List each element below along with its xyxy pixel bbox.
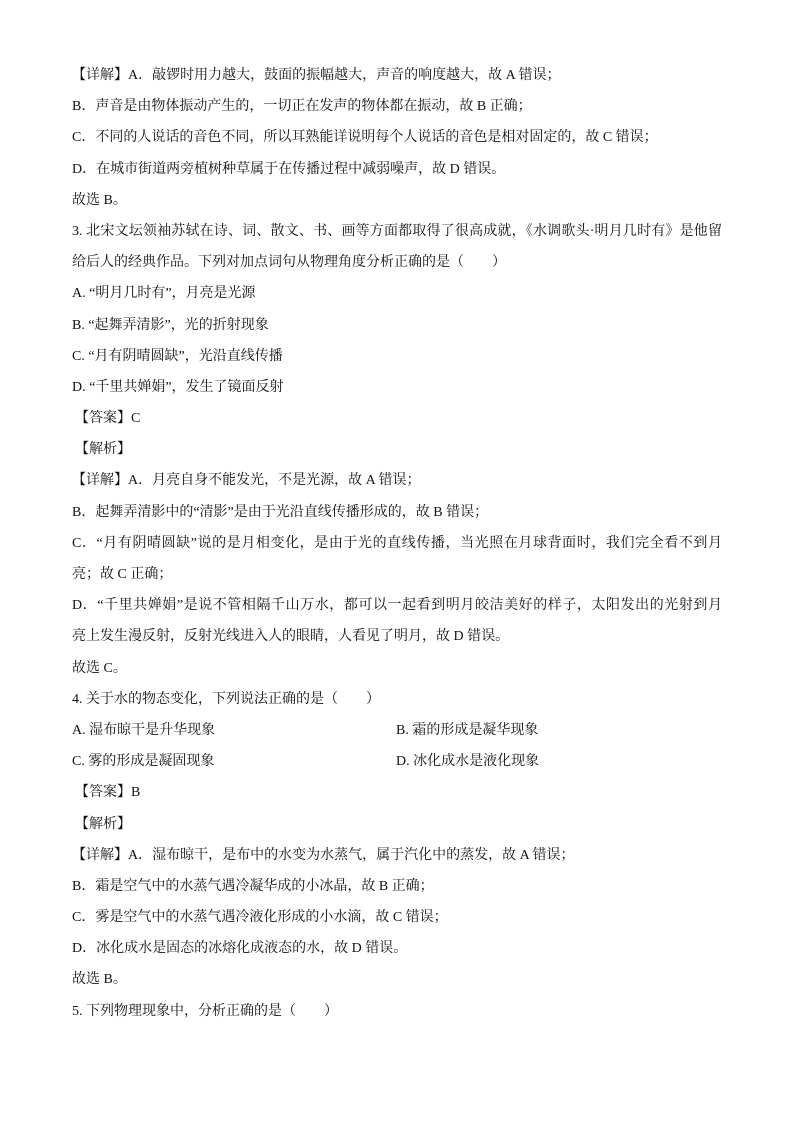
q4-option-c: C. 雾的形成是凝固现象 bbox=[72, 754, 215, 770]
q4-detail-line-d: D．冰化成水是固态的冰熔化成液态的水，故 D 错误。 bbox=[72, 941, 408, 957]
q4-option-a: A. 湿布晾干是升华现象 bbox=[72, 722, 216, 738]
q4-conclusion: 故选 B。 bbox=[72, 972, 127, 988]
q4-detail-text-a: A．湿布晾干，是布中的水变为水蒸气，属于汽化中的蒸发，故 A 错误； bbox=[128, 847, 575, 863]
q3-detail-line-d2: 亮上发生漫反射，反射光线进入人的眼睛，人看见了明月，故 D 错误。 bbox=[72, 629, 510, 645]
q3-answer-value: C bbox=[131, 411, 141, 427]
q3-detail-line-d1: D．“千里共婵娟”是说不管相隔千山万水，都可以一起看到明月皎洁美好的样子，太阳发出的光射到月 bbox=[72, 598, 722, 614]
q3-answer-label: 【答案】 bbox=[75, 411, 131, 427]
q2-detail-line-d: D．在城市街道两旁植树种草属于在传播过程中减弱噪声，故 D 错误。 bbox=[72, 161, 506, 177]
q3-conclusion: 故选 C。 bbox=[72, 660, 127, 676]
q4-option-d: D. 冰化成水是液化现象 bbox=[396, 754, 540, 770]
q4-detail-line-b: B．霜是空气中的水蒸气遇冷凝华成的小冰晶，故 B 正确； bbox=[72, 878, 434, 894]
q2-detail-line-c: C．不同的人说话的音色不同，所以耳熟能详说明每个人说话的音色是相对固定的，故 C 错误； bbox=[72, 130, 658, 146]
q4-answer-value: B bbox=[131, 785, 141, 801]
q3-analysis-label: 【解析】 bbox=[75, 442, 131, 458]
q4-detail-line-c: C．雾是空气中的水蒸气遇冷液化形成的小水滴，故 C 错误； bbox=[72, 910, 448, 926]
q3-detail-label: 【详解】 bbox=[72, 473, 128, 489]
q3-detail-line-c1: C．“月有阴晴圆缺”说的是月相变化，是由于光的直线传播，当光照在月球背面时，我们完全看不到月 bbox=[72, 535, 722, 551]
page-content bbox=[72, 60, 722, 1027]
q3-option-b: B. “起舞弄清影”，光的折射现象 bbox=[72, 317, 269, 333]
q4-option-b: B. 霜的形成是凝华现象 bbox=[396, 722, 539, 738]
q4-options-row-2 bbox=[72, 746, 722, 777]
q4-detail-line-a bbox=[72, 840, 722, 871]
q3-option-a: A. “明月几时有”，月亮是光源 bbox=[72, 286, 256, 302]
q3-detail-line-a bbox=[72, 465, 722, 496]
q4-answer bbox=[72, 777, 722, 808]
q2-detail-line-b: B．声音是由物体振动产生的，一切正在发声的物体都在振动，故 B 正确； bbox=[72, 99, 532, 115]
q2-detail-label: 【详解】 bbox=[72, 68, 128, 83]
q3-stem-line-2: 给后人的经典作品。下列对加点词句从物理角度分析正确的是（ ） bbox=[72, 255, 506, 271]
q3-detail-line-b: B．起舞弄清影中的“清影”是由于光沿直线传播形成的，故 B 错误； bbox=[72, 504, 489, 520]
q3-stem-line-1: 3. 北宋文坛领袖苏轼在诗、词、散文、书、画等方面都取得了很高成就，《水调歌头·明月几时有》是他留 bbox=[72, 223, 722, 239]
q3-option-c: C. “月有阴晴圆缺”，光沿直线传播 bbox=[72, 348, 283, 364]
q3-option-d: D. “千里共婵娟”，发生了镜面反射 bbox=[72, 379, 284, 395]
q4-detail-label: 【详解】 bbox=[72, 847, 128, 863]
q3-detail-text-a: A．月亮自身不能发光，不是光源，故 A 错误； bbox=[128, 473, 421, 489]
q4-options-row-1 bbox=[72, 715, 722, 746]
q2-detail-line-a bbox=[72, 60, 722, 91]
q2-conclusion: 故选 B。 bbox=[72, 192, 127, 208]
q4-stem: 4. 关于水的物态变化，下列说法正确的是（ ） bbox=[72, 691, 380, 707]
q3-detail-line-c2: 亮；故 C 正确； bbox=[72, 567, 173, 582]
q4-analysis-label: 【解析】 bbox=[75, 816, 131, 832]
q5-stem: 5. 下列物理现象中，分析正确的是（ ） bbox=[72, 1003, 338, 1019]
q2-detail-text-a: A．敲锣时用力越大，鼓面的振幅越大，声音的响度越大，故 A 错误； bbox=[128, 68, 561, 83]
q4-answer-label: 【答案】 bbox=[75, 785, 131, 801]
q3-answer bbox=[72, 403, 722, 434]
